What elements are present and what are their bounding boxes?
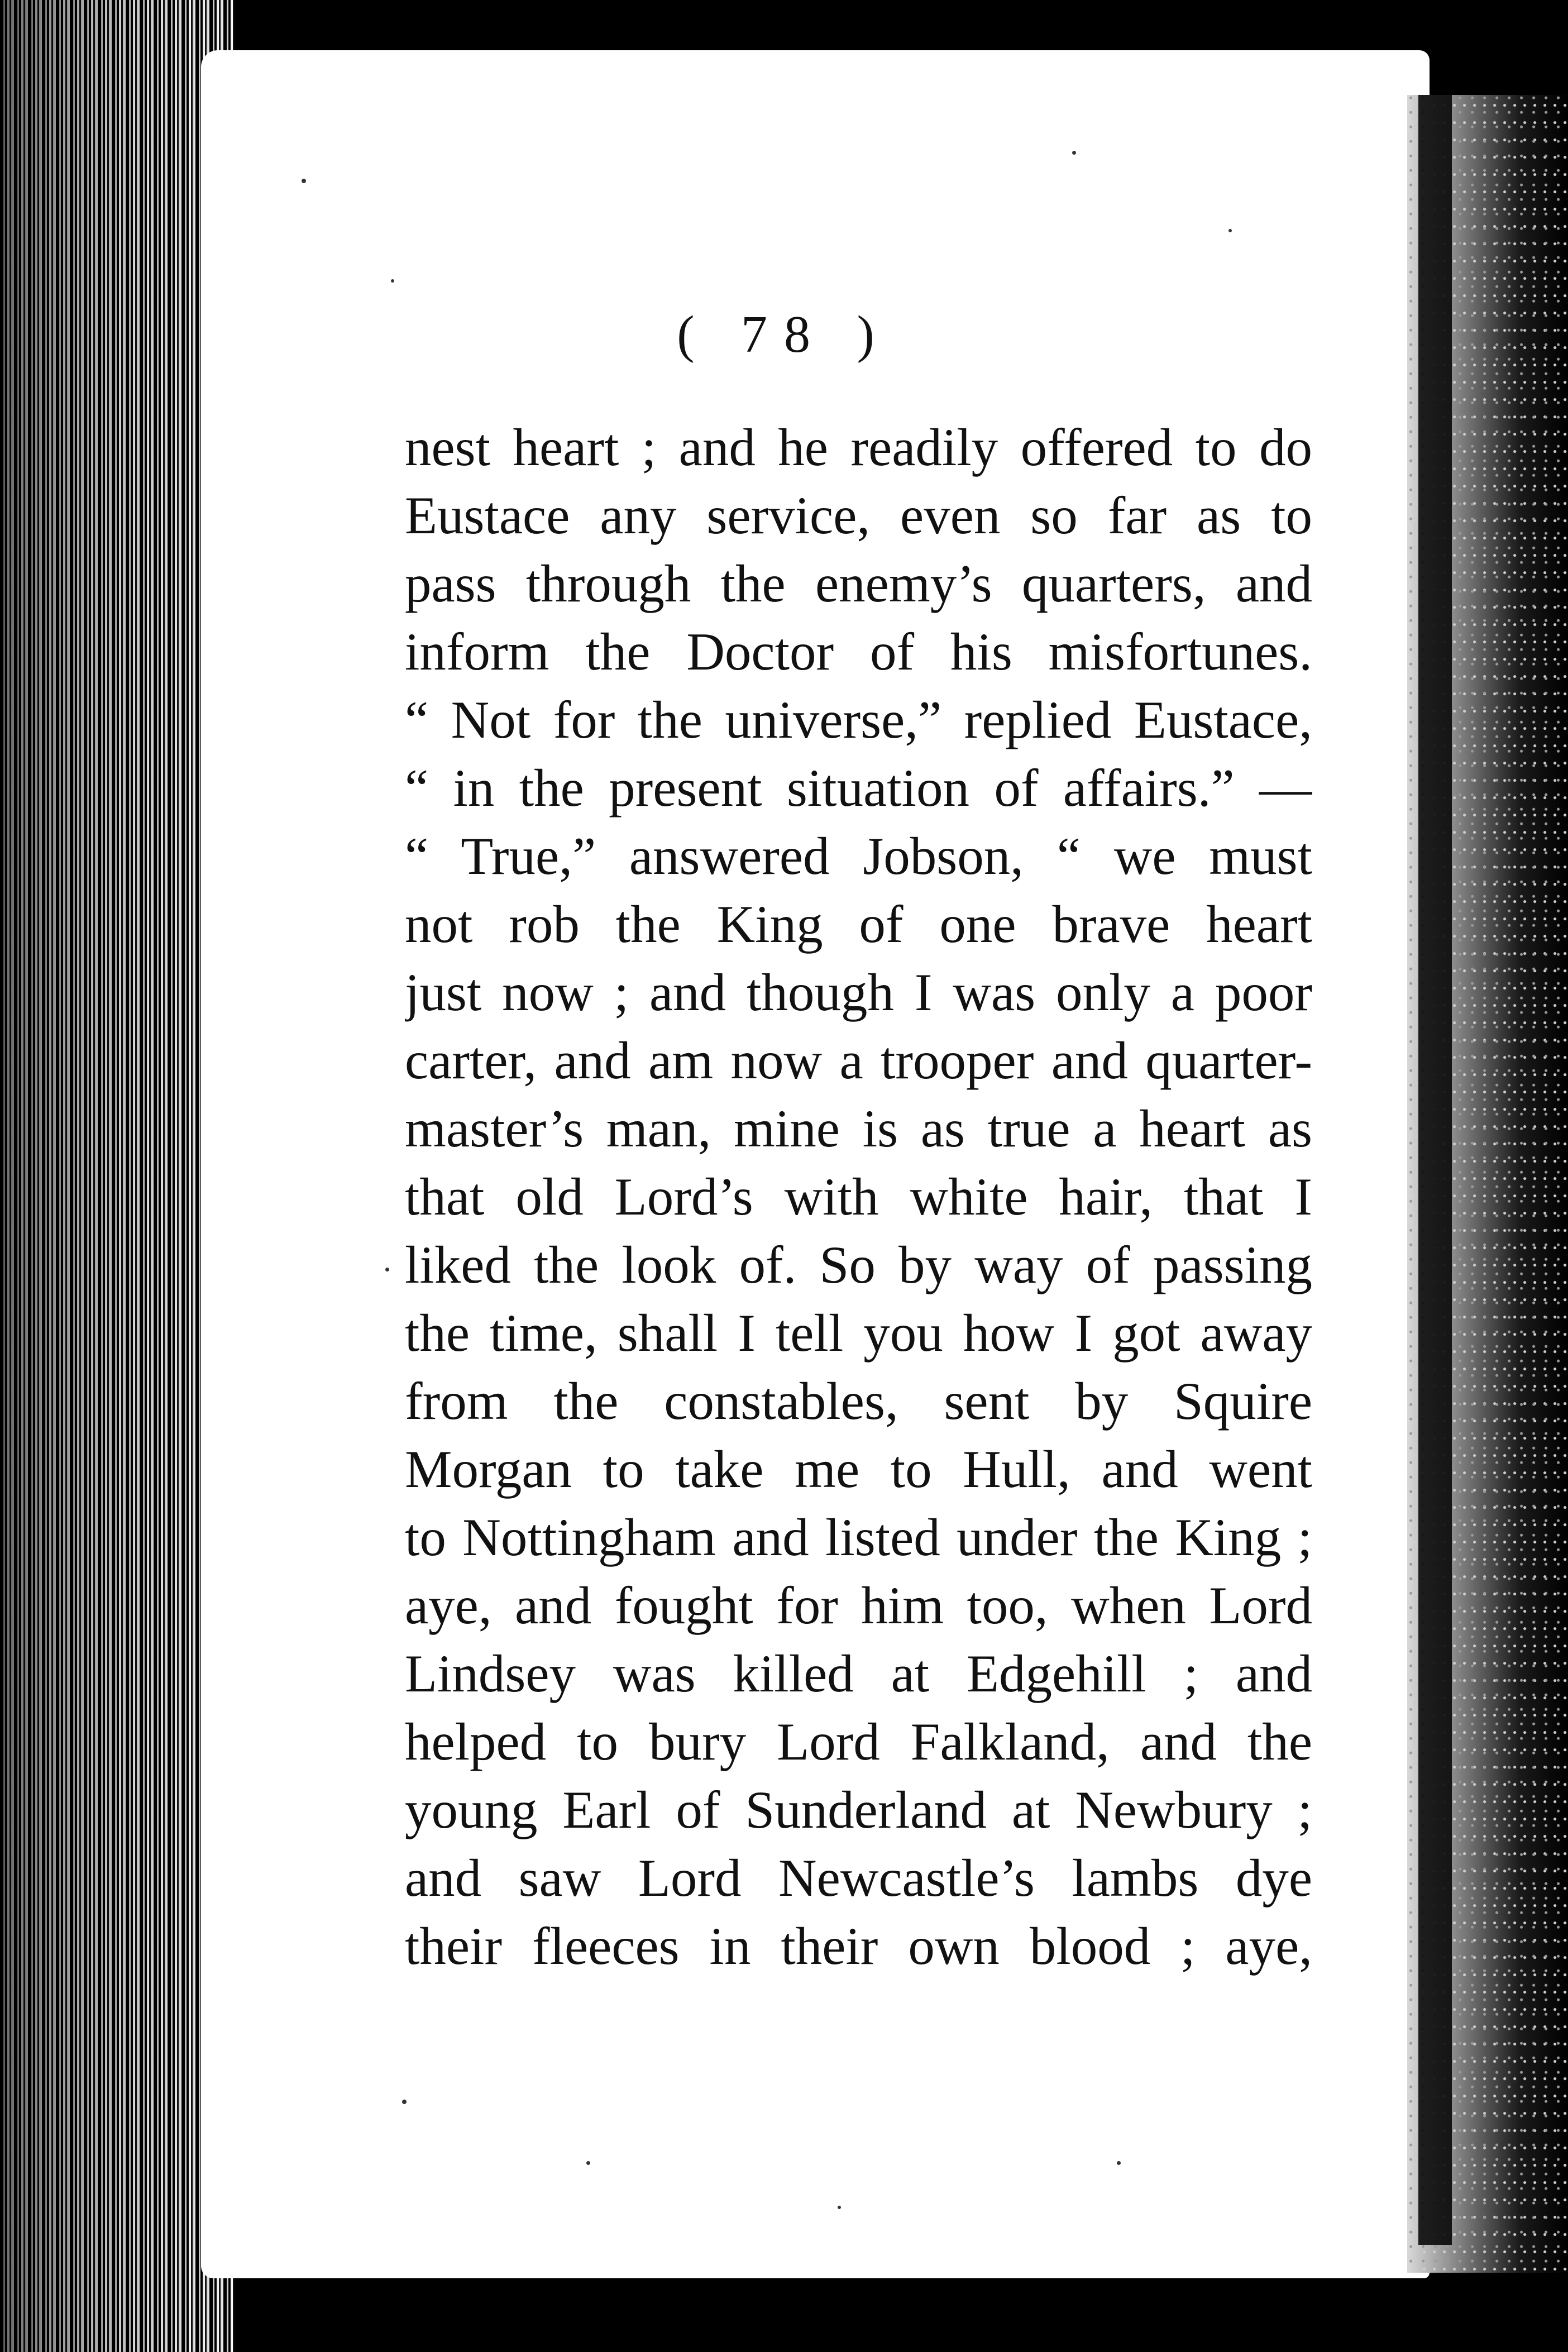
text-line: to Nottingham and listed under the King ;: [405, 1508, 1312, 1567]
text-line: that old Lord’s with white hair, that I: [405, 1167, 1312, 1226]
body-text: [405, 413, 1312, 1980]
text-line: pass through the enemy’s quarters, and: [405, 554, 1312, 613]
scan-speck: [1117, 2161, 1121, 2165]
scan-speck: [391, 279, 394, 283]
text-line: carter, and am now a trooper and quarter-: [405, 1031, 1312, 1090]
text-line: master’s man, mine is as true a heart as: [405, 1099, 1312, 1158]
text-line: the time, shall I tell you how I got away: [405, 1303, 1312, 1363]
text-line: nest heart ; and he readily offered to do: [405, 418, 1312, 477]
text-line: “ in the present situation of affairs.” —: [405, 758, 1312, 818]
text-line: aye, and fought for him too, when Lord: [405, 1576, 1312, 1635]
page-number: ( 78 ): [677, 305, 891, 364]
scan-speck: [586, 2161, 590, 2165]
text-line: and saw Lord Newcastle’s lambs dye: [405, 1848, 1312, 1908]
text-line: Lindsey was killed at Edgehill ; and: [405, 1644, 1312, 1703]
scan-speck: [402, 2100, 407, 2104]
text-line: “ Not for the universe,” replied Eustace,: [405, 690, 1312, 749]
text-line: Morgan to take me to Hull, and went: [405, 1440, 1312, 1499]
text-line: inform the Doctor of his misfortunes.: [405, 622, 1312, 681]
text-line: helped to bury Lord Falkland, and the: [405, 1712, 1312, 1771]
scan-speck: [302, 179, 306, 183]
text-line: “ True,” answered Jobson, “ we must: [405, 826, 1312, 886]
text-line: not rob the King of one brave heart: [405, 895, 1312, 954]
scan-speck: [385, 1268, 389, 1271]
text-line: their fleeces in their own blood ; aye,: [405, 1916, 1312, 1976]
scan-speck: [838, 2206, 841, 2209]
text-line: from the constables, sent by Squire: [405, 1371, 1312, 1431]
text-line: Eustace any service, even so far as to: [405, 486, 1312, 545]
right-edge-shadow: [1418, 95, 1452, 2245]
scan-speck: [1072, 151, 1076, 155]
text-line: young Earl of Sunderland at Newbury ;: [405, 1780, 1312, 1839]
text-line: just now ; and though I was only a poor: [405, 963, 1312, 1022]
scan-speck: [1228, 229, 1232, 232]
text-line: liked the look of. So by way of passing: [405, 1235, 1312, 1294]
